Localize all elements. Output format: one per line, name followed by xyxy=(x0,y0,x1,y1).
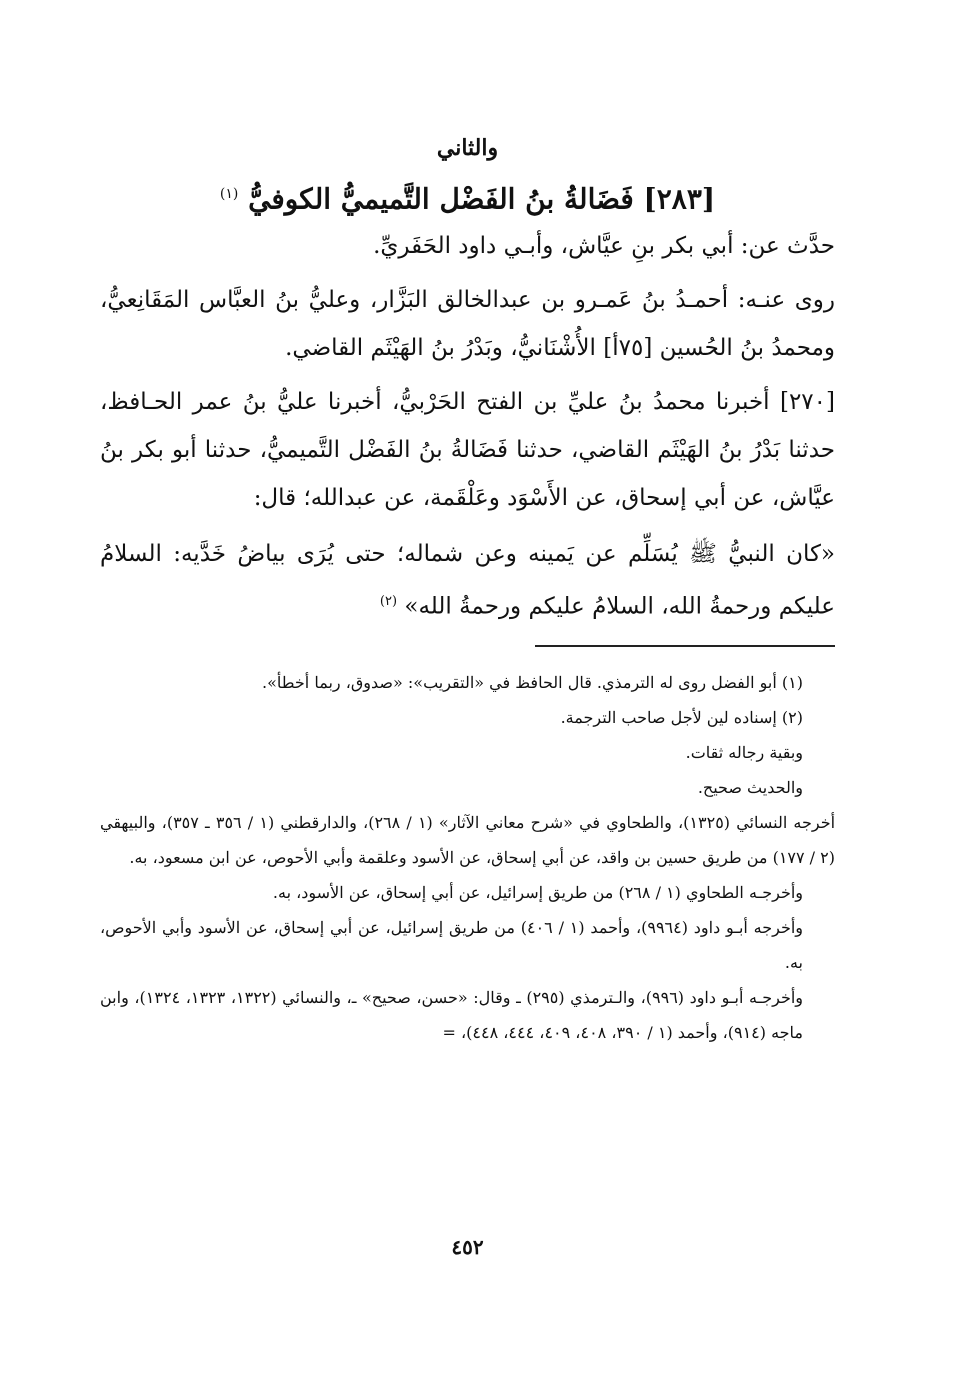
book-page xyxy=(100,130,835,1330)
footnote-line: والحديث صحيح. xyxy=(697,777,803,797)
hadith-text xyxy=(100,530,835,631)
footnote-line: وأخرجـه أبـو داود (٩٩٦)، والـترمذي (٢٩٥) ـ وقال: «حسن، صحيح» ـ، والنسائي (١٣٢٢، ١٣٢٣، ١٣٢٤)، وابن ماجه (٩١٤)، وأحمد (١ / ٣٩٠، ٤٠٨، ٤٠٩، ٤٤٤، ٤٤٨)، = xyxy=(100,987,804,1042)
footnote-line: وأخرجـه الطحاوي (١ / ٢٦٨) من طريق إسرائيل، عن أبي إسحاق، عن الأسود، به. xyxy=(272,882,803,902)
teachers-paragraph: حدَّث عن: أبي بكر بنِ عيَّاش، وأبـي داود الحَفَريِّ. xyxy=(373,233,835,259)
footnote-ref-2: (٢) xyxy=(379,594,398,609)
footnote-line: أخرجه النسائي (١٣٢٥)، والطحاوي في «شرح معاني الآثار» (١ / ٢٦٨)، والدارقطني (١ / ٣٥٦ ـ ٣٥٧)، والبيهقي (٢ / ١٧٧) من طريق حسين بن واقد، عن أبي إسحاق، عن الأسود وعلقمة وأبي الأحوص، عن ابن مسعود، به. xyxy=(100,812,836,867)
page-number: ٤٥٢ xyxy=(451,1235,484,1259)
footnotes xyxy=(100,665,835,1050)
students-paragraph: روى عنـه: أحمـدُ بنُ عَمـرو بن عبدالخالق البَزَّار، وعليُّ بنُ العبَّاس المَقَانِعيُّ، ومحمدُ بنُ الحُسين [٧٥أ] الأُشْنَانيُّ، وبَدْرُ بنُ الهَيْثَم القاضي. xyxy=(100,287,835,361)
footnote-line: وأخرجه أبـو داود (٩٩٦٤)، وأحمد (١ / ٤٠٦) من طريق إسرائيل، عن أبي إسحاق، عن الأسود وأبي الأحوص، به. xyxy=(100,917,804,972)
footnote-2: (٢) إسناده لين لأجل صاحب الترجمة. xyxy=(560,707,803,727)
footnote-line: وبقية رجاله ثقات. xyxy=(685,742,803,762)
hadith-text-body: «كان النبيُّ ﷺ يُسَلِّم عن يَمينه وعن شماله؛ حتى يُرَى بياضُ خَدَّيه: السلامُ عليكم ورحمةُ الله، السلامُ عليكم ورحمةُ الله» xyxy=(100,541,835,620)
hadith-chain: [٢٧٠] أخبرنا محمدُ بنُ عليِّ بن الفتح الحَرْبيُّ، أخبرنا عليُّ بنُ عمر الحـافظ، حدثنا بَدْرُ بنُ الهَيْثَم القاضي، حدثنا فَضَالةُ بنُ الفَضْل التَّميميُّ، حدثنا أبو بكر بنُ عيَّاش، عن أبي إسحاق، عن الأَسْوَد وعَلْقَمة، عن عبدالله؛ قال: xyxy=(100,389,835,511)
footnote-ref-1: (١) xyxy=(219,186,239,202)
footnote-separator xyxy=(535,645,835,647)
entry-title xyxy=(100,166,835,222)
footnote-1: (١) أبو الفضل روى له الترمذي. قال الحافظ في «التقريب»: «صدوق، ربما أخطأ». xyxy=(262,672,803,692)
section-label: والثاني xyxy=(436,135,499,161)
entry-title-text: [٢٨٣] فَضَالةُ بنُ الفَضْل التَّميميُّ الكوفيُّ xyxy=(248,182,716,216)
